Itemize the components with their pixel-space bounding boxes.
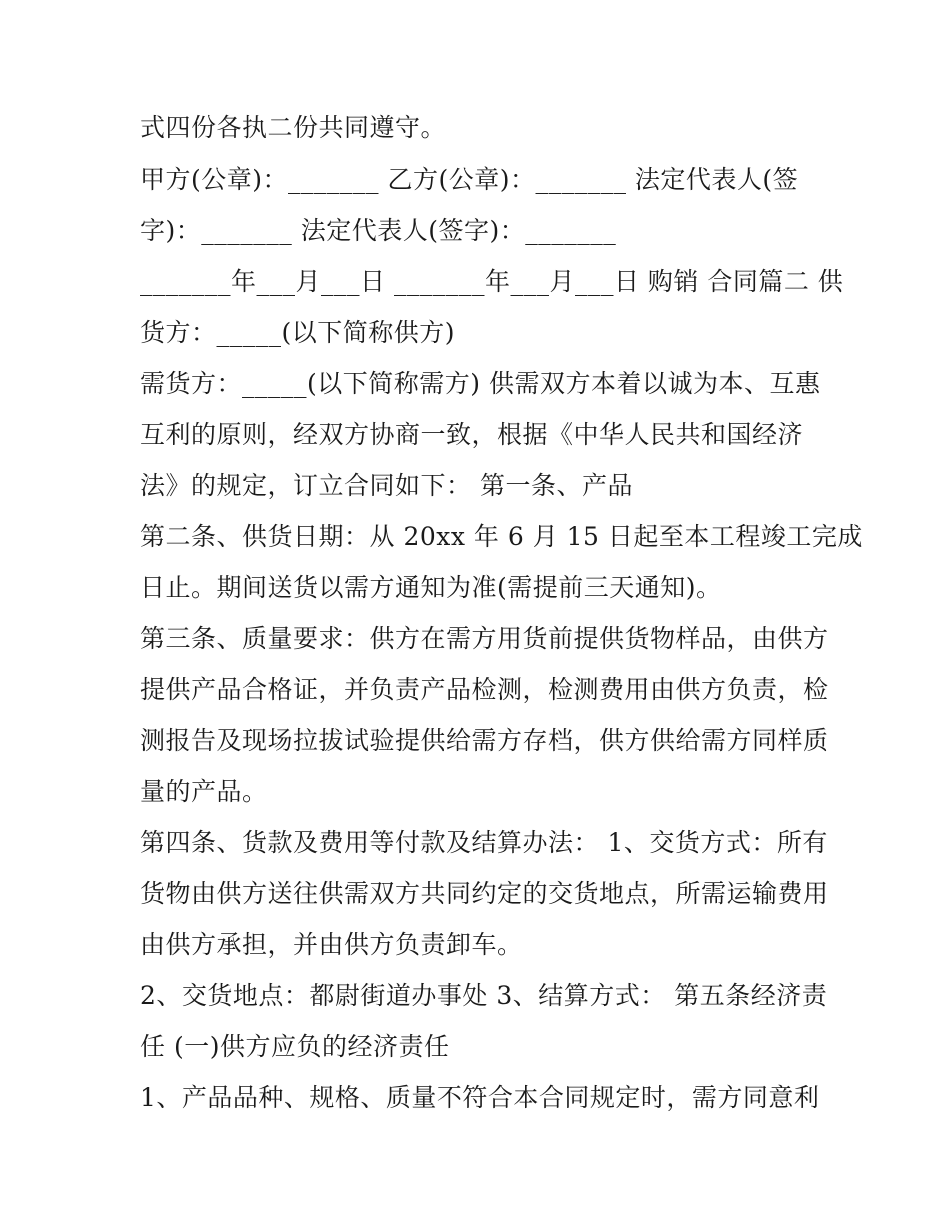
text-line: 测报告及现场拉拔试验提供给需方存档，供方供给需方同样质 <box>140 726 829 755</box>
text-line: 2、交货地点：都尉街道办事处 3、结算方式： 第五条经济责 <box>140 981 828 1010</box>
text-line: 互利的原则，经双方协商一致，根据《中华人民共和国经济 <box>140 420 804 449</box>
text-line: 由供方承担，并由供方负责卸车。 <box>140 930 523 959</box>
text-line: 货方：_____(以下简称供方) <box>140 318 456 347</box>
text-line: 量的产品。 <box>140 777 268 806</box>
text-line: 第二条、供货日期：从 20xx 年 6 月 15 日起至本工程竣工完成 <box>140 522 863 551</box>
text-line: 甲方(公章)：_______ 乙方(公章)：_______ 法定代表人(签 <box>140 165 799 194</box>
text-line: 字)：_______ 法定代表人(签字)：_______ <box>140 216 617 245</box>
text-line: 货物由供方送往供需双方共同约定的交货地点，所需运输费用 <box>140 879 829 908</box>
text-line: 需货方：_____(以下简称需方) 供需双方本着以诚为本、互惠 <box>140 369 821 398</box>
text-line: 法》的规定，订立合同如下： 第一条、产品 <box>140 471 633 500</box>
text-line: _______年___月___日 _______年___月___日 购销 合同篇二 供 <box>140 267 844 296</box>
text-line: 第三条、质量要求：供方在需方用货前提供货物样品，由供方 <box>140 624 829 653</box>
text-line: 日止。期间送货以需方通知为准(需提前三天通知)。 <box>140 573 722 602</box>
text-line: 提供产品合格证，并负责产品检测，检测费用由供方负责，检 <box>140 675 829 704</box>
text-line: 任 (一)供方应负的经济责任 <box>140 1032 450 1061</box>
text-line: 1、产品品种、规格、质量不符合本合同规定时，需方同意利 <box>140 1083 820 1112</box>
text-line: 式四份各执二份共同遵守。 <box>140 113 447 142</box>
text-line: 第四条、货款及费用等付款及结算办法： 1、交货方式：所有 <box>140 828 828 857</box>
